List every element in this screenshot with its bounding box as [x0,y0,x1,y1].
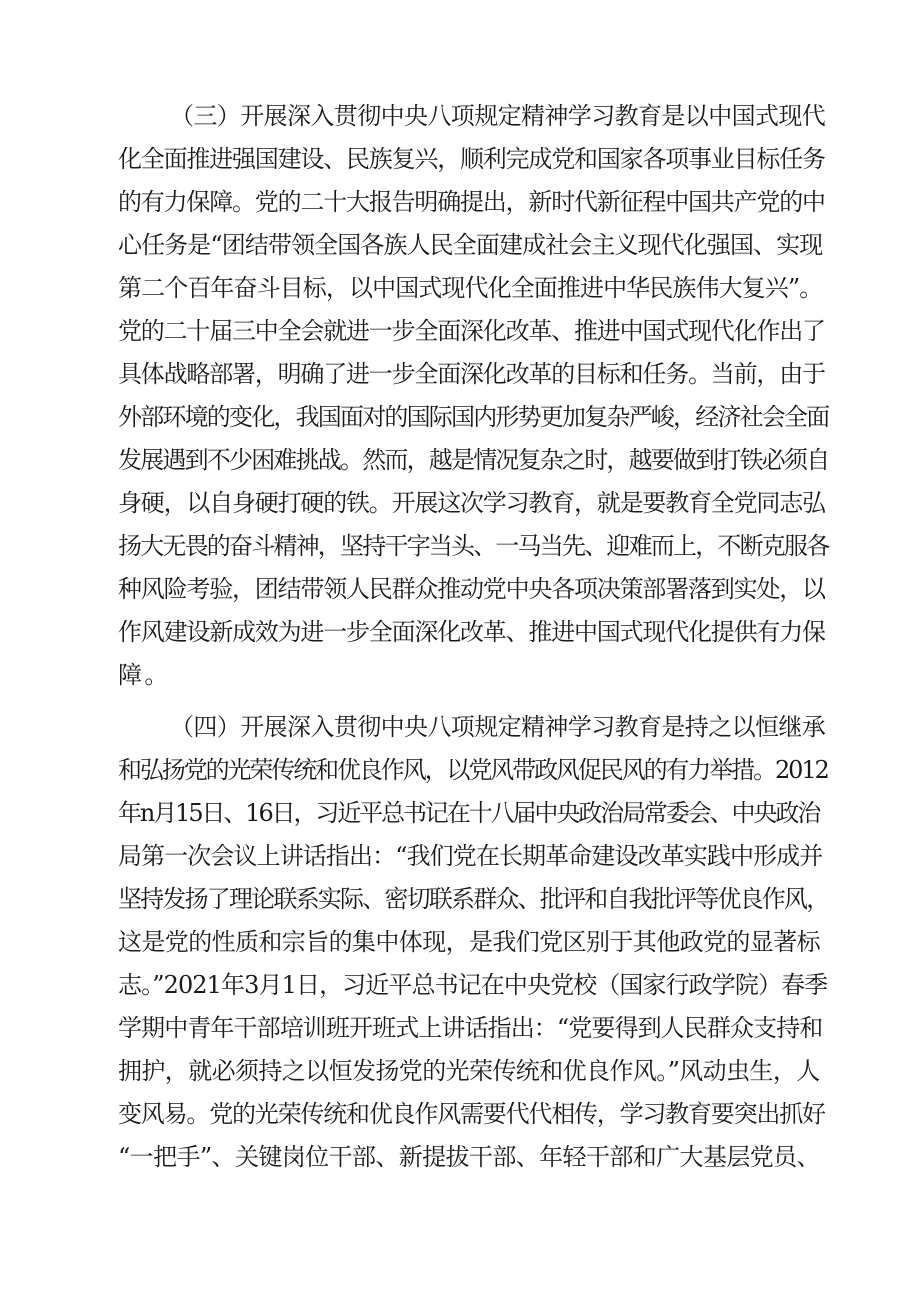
paragraph-four [118,706,828,1179]
paragraph-line: 年n月15日、16日，习近平总书记在十八届中央政治局常委会、中央政治 [118,799,820,827]
paragraph-line: 局第一次会议上讲话指出：“我们党在长期革命建设改革实践中形成并 [118,842,823,870]
paragraph-line: 化全面推进强国建设、民族复兴，顺利完成党和国家各项事业目标任务 [118,145,825,173]
paragraph-line: 变风易。党的光荣传统和优良作风需要代代相传，学习教育要突出抓好 [118,1100,825,1128]
paragraph-line: 这是党的性质和宗旨的集中体现，是我们党区别于其他政党的显著标 [118,928,820,956]
paragraph-line: 坚持发扬了理论联系实际、密切联系群众、批评和自我批评等优良作风， [118,885,829,913]
paragraph-line: 障。 [118,661,171,689]
paragraph-line: 作风建设新成效为进一步全面深化改革、推进中国式现代化提供有力保 [118,618,825,646]
paragraph-line: （三）开展深入贯彻中央八项规定精神学习教育是以中国式现代 [170,102,826,130]
paragraph-line: （四）开展深入贯彻中央八项规定精神学习教育是持之以恒继承 [170,713,826,741]
paragraph-line: 拥护，就必须持之以恒发扬党的光荣传统和优良作风。”风动虫生，人 [118,1057,820,1085]
paragraph-line: 身硬，以自身硬打硬的铁。开展这次学习教育，就是要教育全党同志弘 [118,489,825,517]
paragraph-line: 心任务是“团结带领全国各族人民全面建成社会主义现代化强国、实现 [118,231,823,259]
paragraph-line: 种风险考验，团结带领人民群众推动党中央各项决策部署落到实处，以 [118,575,825,603]
paragraph-line: 和弘扬党的光荣传统和优良作风，以党风带政风促民风的有力举措。2012 [118,756,828,784]
paragraph-line: “一把手”、关键岗位干部、新提拔干部、年轻干部和广大基层党员、 [118,1143,820,1171]
paragraph-line: 具体战略部署，明确了进一步全面深化改革的目标和任务。当前，由于 [118,360,825,388]
paragraph-line: 扬大无畏的奋斗精神，坚持干字当头、一马当先、迎难而上，不断克服各 [118,532,829,560]
paragraph-line: 志。”2021年3月1日，习近平总书记在中央党校（国家行政学院）春季 [118,971,828,999]
paragraph-line: 发展遇到不少困难挑战。然而，越是情况复杂之时，越要做到打铁必须自 [118,446,829,474]
paragraph-line: 的有力保障。党的二十大报告明确提出，新时代新征程中国共产党的中 [118,188,825,216]
paragraph-line: 党的二十届三中全会就进一步全面深化改革、推进中国式现代化作出了 [118,317,825,345]
paragraph-line: 外部环境的变化，我国面对的国际国内形势更加复杂严峻，经济社会全面 [118,403,829,431]
paragraph-line: 学期中青年干部培训班开班式上讲话指出：“党要得到人民群众支持和 [118,1014,823,1042]
paragraph-three [118,95,828,697]
paragraph-line: 第二个百年奋斗目标，以中国式现代化全面推进中华民族伟大复兴”。 [118,274,823,302]
